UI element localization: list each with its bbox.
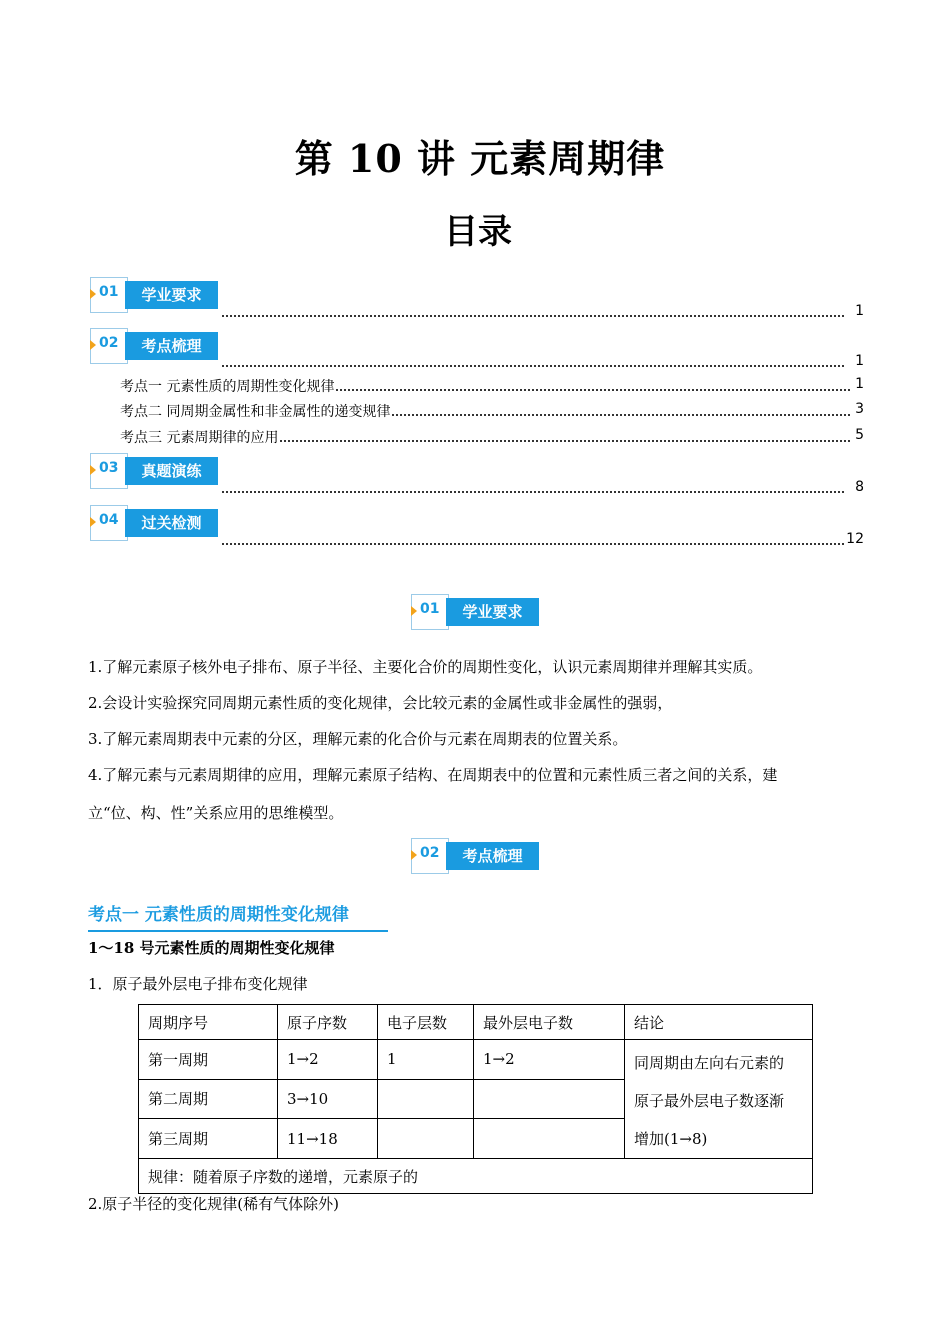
toc-title: 目录 bbox=[444, 212, 512, 252]
conclusion-cell: 同周期由左向右元素的 原子最外层电子数逐渐 增加(1→8) bbox=[625, 1040, 813, 1159]
table-cell bbox=[378, 1079, 474, 1119]
arrow-icon bbox=[90, 465, 96, 475]
toc-page-number: 1 bbox=[855, 353, 864, 369]
table-row bbox=[139, 1159, 813, 1194]
toc-badge-01[interactable]: 01 学业要求 bbox=[90, 277, 220, 313]
section-badge-01: 01 学业要求 bbox=[411, 594, 541, 630]
table-cell: 第二周期 bbox=[139, 1079, 278, 1119]
requirement-1: 1.了解元素原子核外电子排布、原子半径、主要化合价的周期性变化，认识元素周期律并理解其实质。 bbox=[88, 658, 763, 676]
toc-badge-03[interactable]: 03 真题演练 bbox=[90, 453, 220, 489]
electron-table bbox=[138, 1004, 813, 1194]
requirement-4: 4.了解元素与元素周期律的应用，理解元素原子结构、在周期表中的位置和元素性质三者之间的关系，建 bbox=[88, 766, 778, 784]
heading-underline bbox=[88, 930, 388, 932]
table-cell bbox=[378, 1119, 474, 1159]
toc-sub-3[interactable]: 考点三 元素周期律的应用 5 bbox=[120, 427, 864, 446]
toc-line-04[interactable] bbox=[222, 531, 864, 549]
arrow-icon bbox=[411, 850, 417, 860]
table-header: 周期序号 bbox=[139, 1005, 278, 1040]
toc-badge-02[interactable]: 02 考点梳理 bbox=[90, 328, 220, 364]
toc-line-01[interactable] bbox=[222, 303, 864, 321]
table-cell: 3→10 bbox=[278, 1079, 378, 1119]
arrow-icon bbox=[90, 340, 96, 350]
toc-page-number: 8 bbox=[855, 479, 864, 495]
table-cell bbox=[474, 1079, 625, 1119]
arrow-icon bbox=[411, 606, 417, 616]
table-cell: 11→18 bbox=[278, 1119, 378, 1159]
toc-page-number: 12 bbox=[846, 531, 864, 547]
table-header: 原子序数 bbox=[278, 1005, 378, 1040]
table-row bbox=[139, 1040, 813, 1080]
toc-sub-1[interactable]: 考点一 元素性质的周期性变化规律 1 bbox=[120, 376, 864, 395]
requirement-2: 2.会设计实验探究同周期元素性质的变化规律，会比较元素的金属性或非金属性的强弱， bbox=[88, 694, 673, 712]
sub-heading: 1～18 号元素性质的周期性变化规律 bbox=[88, 939, 335, 957]
table-cell bbox=[474, 1119, 625, 1159]
toc-sub-2[interactable]: 考点二 同周期金属性和非金属性的递变规律 3 bbox=[120, 401, 864, 420]
table-header: 最外层电子数 bbox=[474, 1005, 625, 1040]
arrow-icon bbox=[90, 289, 96, 299]
requirement-4-cont: 立“位、构、性”关系应用的思维模型。 bbox=[88, 804, 344, 822]
table-cell: 1 bbox=[378, 1040, 474, 1080]
item-heading-2: 2.原子半径的变化规律(稀有气体除外) bbox=[88, 1195, 340, 1213]
table-header: 电子层数 bbox=[378, 1005, 474, 1040]
toc-line-03[interactable] bbox=[222, 479, 864, 497]
requirement-3: 3.了解元素周期表中元素的分区，理解元素的化合价与元素在周期表的位置关系。 bbox=[88, 730, 628, 748]
toc-badge-04[interactable]: 04 过关检测 bbox=[90, 505, 220, 541]
page-title: 第 10 讲 元素周期律 bbox=[294, 136, 666, 181]
rule-cell: 规律：随着原子序数的递增，元素原子的 bbox=[139, 1159, 813, 1194]
table-cell: 第三周期 bbox=[139, 1119, 278, 1159]
table-cell: 1→2 bbox=[278, 1040, 378, 1080]
table-cell: 第一周期 bbox=[139, 1040, 278, 1080]
toc-line-02[interactable] bbox=[222, 353, 864, 371]
arrow-icon bbox=[90, 517, 96, 527]
section-badge-02: 02 考点梳理 bbox=[411, 838, 541, 874]
table-header-row bbox=[139, 1005, 813, 1040]
table-cell: 1→2 bbox=[474, 1040, 625, 1080]
item-heading-1: 1．原子最外层电子排布变化规律 bbox=[88, 975, 308, 993]
table-header: 结论 bbox=[625, 1005, 813, 1040]
toc-page-number: 1 bbox=[855, 303, 864, 319]
kaodian-heading: 考点一 元素性质的周期性变化规律 bbox=[88, 905, 349, 925]
